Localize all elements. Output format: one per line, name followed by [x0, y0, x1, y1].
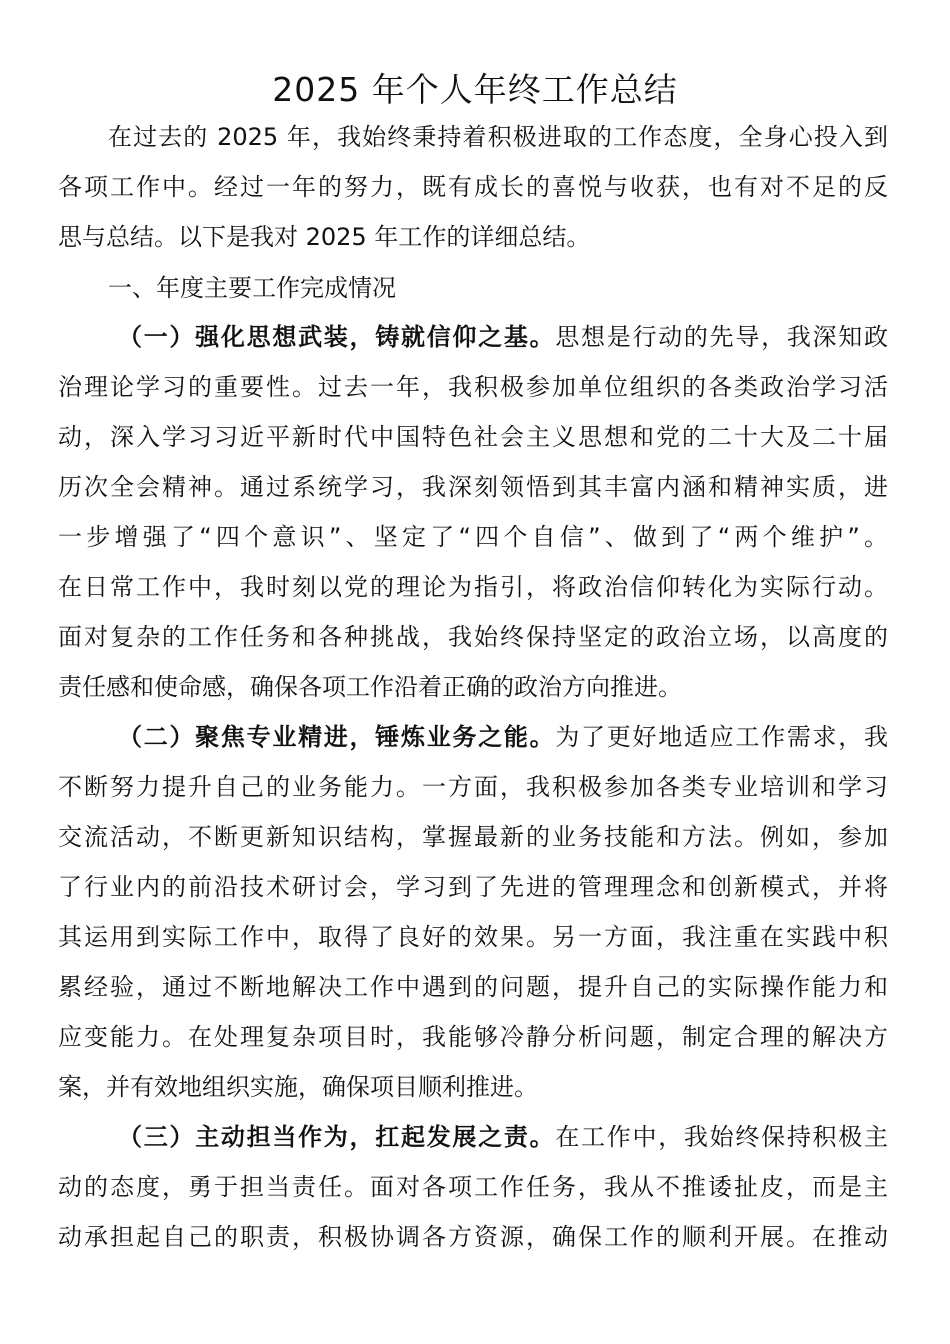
- subsection-2-line: 其运用到实际工作中，取得了良好的效果。另一方面，我注重在实践中积: [58, 923, 888, 951]
- subsection-3-line: 动承担起自己的职责，积极协调各方资源，确保工作的顺利开展。在推动: [58, 1223, 888, 1251]
- subsection-3-heading: （三）主动担当作为，扛起发展之责。: [118, 1123, 556, 1151]
- subsection-2-first-line: [118, 717, 888, 757]
- subsection-3-line: 动的态度，勇于担当责任。面对各项工作任务，我从不推诿扯皮，而是主: [58, 1173, 888, 1201]
- subsection-1-first-line: [118, 317, 888, 357]
- subsection-1-line: 一步增强了“四个意识”、坚定了“四个自信”、做到了“两个维护”。: [58, 523, 888, 551]
- subsection-1-line: 治理论学习的重要性。过去一年，我积极参加单位组织的各类政治学习活: [58, 373, 888, 401]
- section-heading: 一、年度主要工作完成情况: [108, 274, 396, 302]
- subsection-2-line: 交流活动，不断更新知识结构，掌握最新的业务技能和方法。例如，参加: [58, 823, 888, 851]
- intro-line-1: 在过去的 2025 年，我始终秉持着积极进取的工作态度，全身心投入到: [108, 123, 888, 151]
- subsection-1-first-text: 思想是行动的先导，我深知政: [555, 323, 889, 351]
- subsection-2-line: 案，并有效地组织实施，确保项目顺利推进。: [58, 1073, 538, 1101]
- subsection-2-line: 累经验，通过不断地解决工作中遇到的问题，提升自己的实际操作能力和: [58, 973, 888, 1001]
- subsection-2-line: 了行业内的前沿技术研讨会，学习到了先进的管理理念和创新模式，并将: [58, 873, 888, 901]
- subsection-2-line: 应变能力。在处理复杂项目时，我能够冷静分析问题，制定合理的解决方: [58, 1023, 888, 1051]
- subsection-1-line: 动，深入学习习近平新时代中国特色社会主义思想和党的二十大及二十届: [58, 423, 888, 451]
- subsection-1-line: 历次全会精神。通过系统学习，我深刻领悟到其丰富内涵和精神实质，进: [58, 473, 888, 501]
- subsection-3-first-line: [118, 1117, 888, 1157]
- intro-line-3: 思与总结。以下是我对 2025 年工作的详细总结。: [58, 223, 591, 251]
- subsection-1-line: 在日常工作中，我时刻以党的理论为指引，将政治信仰转化为实际行动。: [58, 573, 888, 601]
- subsection-2-first-text: 为了更好地适应工作需求，我: [555, 723, 889, 751]
- subsection-2-heading: （二）聚焦专业精进，锤炼业务之能。: [118, 723, 556, 751]
- subsection-2-line: 不断努力提升自己的业务能力。一方面，我积极参加各类专业培训和学习: [58, 773, 888, 801]
- document-title: 2025 年个人年终工作总结: [272, 70, 678, 109]
- intro-line-2: 各项工作中。经过一年的努力，既有成长的喜悦与收获，也有对不足的反: [58, 173, 888, 201]
- subsection-1-line: 面对复杂的工作任务和各种挑战，我始终保持坚定的政治立场，以高度的: [58, 623, 888, 651]
- subsection-3-first-text: 在工作中，我始终保持积极主: [555, 1123, 889, 1151]
- subsection-1-line: 责任感和使命感，确保各项工作沿着正确的政治方向推进。: [58, 673, 682, 701]
- subsection-1-heading: （一）强化思想武装，铸就信仰之基。: [118, 323, 556, 351]
